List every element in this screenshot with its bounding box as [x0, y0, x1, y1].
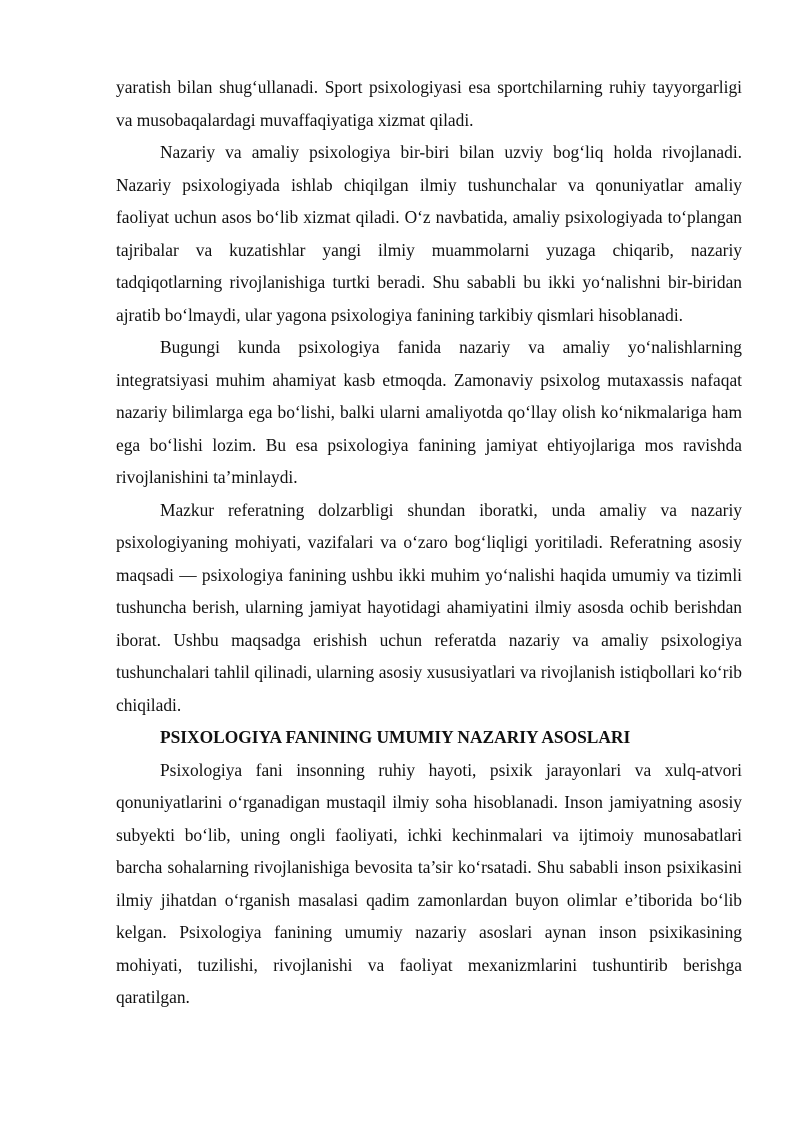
paragraph-continuation: yaratish bilan shug‘ullanadi. Sport psixologiyasi esa sportchilarning ruhiy tayyorgarligi va musobaqalardagi muvaffaqiyatiga xizmat qiladi. — [116, 77, 742, 130]
section-heading: PSIXOLOGIYA FANINING UMUMIY NAZARIY ASOSLARI — [160, 727, 631, 747]
paragraph-theory-practice-link: Nazariy va amaliy psixologiya bir-biri bilan uzviy bog‘liq holda rivojlanadi. Nazariy psixologiyada ishlab chiqilgan ilmiy tushunchalar va qonuniyatlar amaliy faoliyat uchun asos bo‘lib xizmat qiladi. O‘z navbatida, amaliy psixologiyada to‘plangan tajribalar va kuzatishlar yangi ilmiy muammolarni yuzaga chiqarib, nazariy tadqiqotlarning rivojlanishiga turtki beradi. Shu sababli bu ikki yo‘nalishni bir-biridan ajratib bo‘lmaydi, ular yagona psixologiya fanining tarkibiy qismlari hisoblanadi. — [116, 142, 742, 325]
document-page — [116, 71, 742, 1014]
paragraph-relevance: Mazkur referatning dolzarbligi shundan iboratki, unda amaliy va nazariy psixologiyaning mohiyati, vazifalari va o‘zaro bog‘liqligi yoritiladi. Referatning asosiy maqsadi — psixologiya fanining ushbu ikki muhim yo‘nalishi haqida umumiy va tizimli tushuncha berish, ularning jamiyat hayotidagi ahamiyatini ilmiy asosda ochib berishdan iborat. Ushbu maqsadga erishish uchun referatda nazariy va amaliy psixologiya tushunchalari tahlil qilinadi, ularning asosiy xususiyatlari va rivojlanish istiqbollari ko‘rib chiqiladi. — [116, 499, 742, 715]
paragraph-section-intro: Psixologiya fani insonning ruhiy hayoti, psixik jarayonlari va xulq-atvori qonuniyatlarini o‘rganadigan mustaqil ilmiy soha hisoblanadi. Inson jamiyatning asosiy subyekti bo‘lib, uning ongli faoliyati, ichki kechinmalari va ijtimoiy munosabatlari barcha sohalarning rivojlanishiga bevosita ta’sir ko‘rsatadi. Shu sababli inson psixikasini ilmiy jihatdan o‘rganish masalasi qadim zamonlardan buyon olimlar e’tiborida bo‘lib kelgan. Psixologiya fanining umumiy nazariy asoslari aynan inson psixikasining mohiyati, tuzilishi, rivojlanishi va faoliyat mexanizmlarini tushuntirib berishga qaratilgan. — [116, 759, 742, 1007]
paragraph-integration: Bugungi kunda psixologiya fanida nazariy va amaliy yo‘nalishlarning integratsiyasi muhim ahamiyat kasb etmoqda. Zamonaviy psixolog mutaxassis nafaqat nazariy bilimlarga ega bo‘lishi, balki ularni amaliyotda qo‘llay olish ko‘nikmalariga ham ega bo‘lishi lozim. Bu esa psixologiya fanining jamiyat ehtiyojlariga mos ravishda rivojlanishini ta’minlaydi. — [116, 337, 742, 487]
